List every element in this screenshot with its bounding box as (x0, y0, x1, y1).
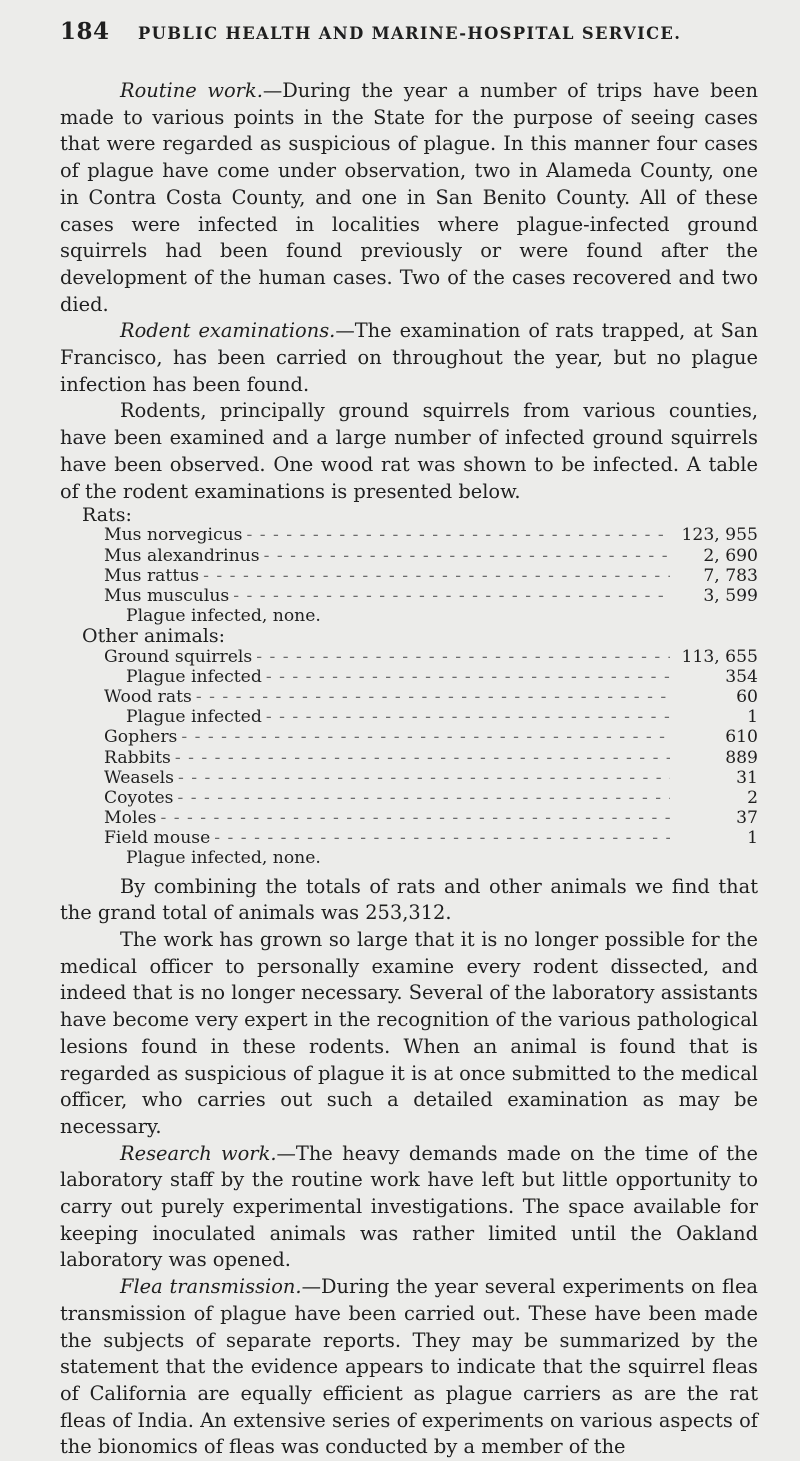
paragraph-flea-transmission (60, 1274, 758, 1461)
paragraph-text: —The heavy demands made on the time of the laboratory staff by the routine work have left but little opportunity to carry out purely experimental investigations. The space available for keeping inoculated animals was rather limited until the Oakland laboratory was opened. (60, 1141, 758, 1272)
row-count: 2, 690 (703, 545, 758, 566)
table-row (60, 808, 758, 828)
body-text-bottom (60, 874, 758, 1461)
rodent-table (60, 505, 758, 868)
other-animals-note: Plague infected, none. (126, 848, 321, 869)
table-row (60, 546, 758, 566)
runin-heading: Routine work. (120, 79, 263, 102)
row-label: Plague infected (126, 707, 262, 728)
paragraph-work-volume (60, 927, 758, 1141)
row-label: Coyotes (104, 787, 174, 808)
running-head (60, 18, 758, 52)
runin-heading: Rodent examinations. (120, 319, 336, 343)
dot-leader (264, 546, 670, 566)
row-label: Gophers (104, 727, 178, 748)
row-count: 889 (725, 747, 758, 768)
dot-leader (246, 525, 670, 545)
dot-leader (203, 566, 670, 586)
row-label: Field mouse (104, 828, 211, 849)
dot-leader (214, 828, 670, 848)
row-label: Plague infected (126, 666, 262, 687)
paragraph-text: By combining the totals of rats and other animals we find that the grand total of animals was 253,312. (60, 874, 758, 925)
row-count: 31 (736, 767, 758, 788)
row-label: Wood rats (104, 686, 192, 707)
page-number: 184 (60, 18, 110, 45)
table-row (60, 748, 758, 768)
row-count: 60 (736, 686, 758, 707)
dot-leader (177, 788, 670, 808)
paragraph-grand-total (60, 874, 758, 927)
runin-heading: Research work. (120, 1141, 277, 1165)
paragraph-text: The work has grown so large that it is no longer possible for the medical officer to personally examine every rodent dissected, and indeed that is no longer necessary. Several of the laboratory assistants have become very expert in the recognition of the various pathological lesions found in these rodents. When an animal is found that is regarded as suspicious of plague it is at once submitted to the medical officer, who carries out such a detailed examination as may be necessary. (60, 928, 758, 1138)
dot-leader (233, 586, 670, 606)
row-label: Weasels (104, 767, 174, 788)
table-row (60, 566, 758, 586)
dot-leader (256, 647, 670, 667)
rats-note: Plague infected, none. (126, 606, 321, 627)
table-row (60, 586, 758, 606)
row-count: 37 (736, 808, 758, 829)
paragraph-routine-work (60, 78, 758, 318)
row-count: 354 (725, 666, 758, 687)
paragraph-text: Rodents, principally ground squirrels from various counties, have been examined and a large number of infected ground squirrels have been observed. One wood rat was shown to be infected. A table of the rodent examinations is presented below. (60, 399, 758, 503)
table-row (60, 768, 758, 788)
row-label: Rabbits (104, 747, 171, 768)
table-row (60, 525, 758, 545)
running-title: PUBLIC HEALTH AND MARINE-HOSPITAL SERVICE. (138, 24, 682, 44)
table-row (60, 647, 758, 667)
paragraph-text: —During the year several experiments on flea transmission of plague have been carried out. These have been made the subjects of separate reports. They may be summarized by the statement that the evidence appears to indicate that the squirrel fleas of California are equally efficient as plague carriers as are the rat fleas of India. An extensive series of experiments on various aspects of the bionomics of fleas was conducted by a member of the (60, 1275, 758, 1459)
paragraph-rodent-examinations (60, 318, 758, 398)
dot-leader (196, 687, 670, 707)
paragraph-research-work (60, 1141, 758, 1275)
paragraph-text: —The examination of rats trapped, at San Francisco, has been carried on throughout the year, but no plague infection has been found. (60, 319, 758, 396)
group-label-other-animals: Other animals: (82, 625, 226, 648)
paragraph-text: —During the year a number of trips have been made to various points in the State for the purpose of seeing cases that were regarded as suspicious of plague. In this manner four cases of plague have come under observation, two in Alameda County, one in Contra Costa County, and one in San Benito County. All of these cases were infected in localities where plague-infected ground squirrels had been found previously or were found after the development of the human cases. Two of the cases recovered and two died. (60, 79, 758, 316)
runin-heading: Flea transmission. (120, 1275, 302, 1299)
dot-leader (266, 707, 670, 727)
row-count: 2 (747, 787, 758, 808)
row-label: Mus alexandrinus (104, 545, 260, 566)
row-count: 123, 955 (681, 525, 758, 546)
row-label: Moles (104, 808, 157, 829)
table-row (60, 788, 758, 808)
row-label: Mus rattus (104, 565, 200, 586)
row-label: Ground squirrels (104, 646, 253, 667)
row-label: Mus norvegicus (104, 525, 243, 546)
row-count: 3, 599 (703, 586, 758, 606)
dot-leader (266, 667, 670, 687)
table-row (60, 828, 758, 848)
table-row (60, 707, 758, 727)
table-row (60, 687, 758, 707)
group-label-rats: Rats: (82, 504, 132, 527)
row-count: 610 (725, 727, 758, 748)
row-count: 7, 783 (703, 565, 758, 586)
dot-leader (181, 727, 670, 747)
row-count: 1 (747, 707, 758, 728)
table-row (60, 727, 758, 747)
dot-leader (175, 748, 670, 768)
dot-leader (178, 768, 670, 788)
row-label: Mus musculus (104, 586, 230, 606)
paragraph-rodents (60, 398, 758, 505)
row-count: 1 (747, 828, 758, 849)
table-row (60, 667, 758, 687)
dot-leader (160, 808, 670, 828)
body-text-top (60, 78, 758, 505)
row-count: 113, 655 (681, 646, 758, 667)
